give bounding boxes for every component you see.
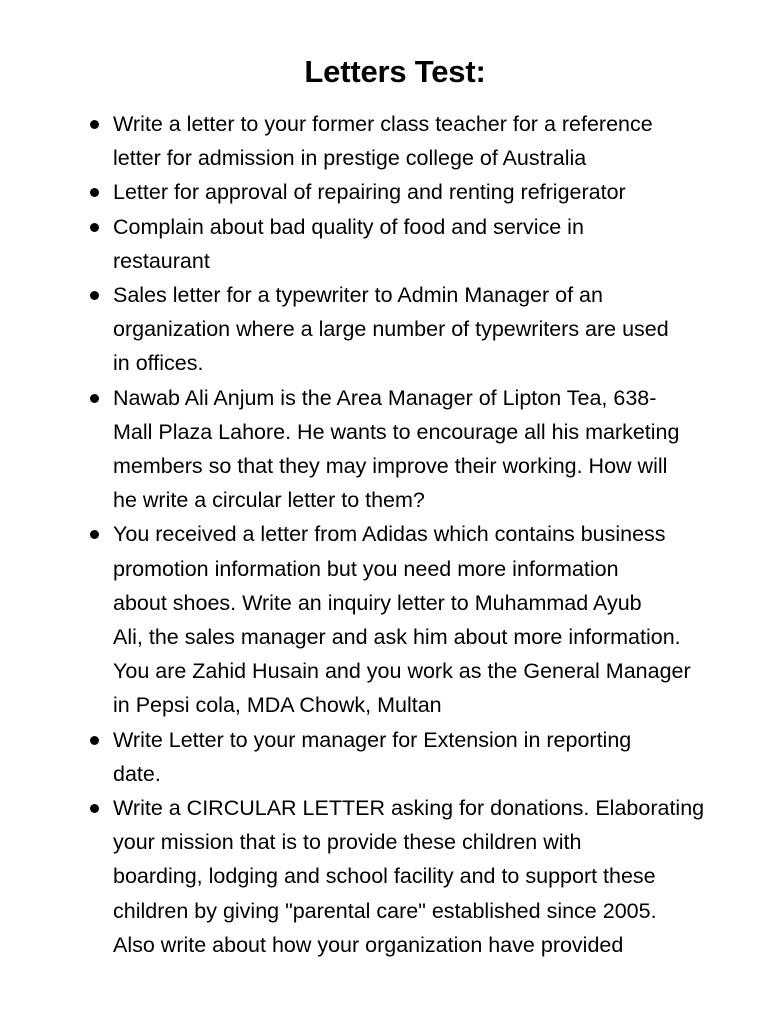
item-text-line: in offices.: [113, 351, 204, 376]
item-text-line: Ali, the sales manager and ask him about more information.: [113, 625, 681, 650]
bullet-icon: [90, 223, 99, 232]
page-title: Letters Test:: [304, 54, 486, 89]
list-item: [0, 517, 725, 722]
bullet-icon: [90, 188, 99, 197]
item-text-line: members so that they may improve their working. How will: [113, 454, 668, 479]
item-text-line: You are Zahid Husain and you work as the General Manager: [113, 659, 691, 684]
item-text-line: he write a circular letter to them?: [113, 488, 425, 513]
list-item: [0, 278, 725, 381]
item-text-line: Write Letter to your manager for Extension in reporting: [113, 727, 632, 752]
item-text-line: Complain about bad quality of food and service in: [113, 214, 584, 239]
item-text-line: date.: [113, 761, 161, 786]
item-text-line: organization where a large number of typewriters are used: [113, 317, 669, 342]
item-text-line: about shoes. Write an inquiry letter to Muhammad Ayub: [113, 590, 642, 615]
list-item: [0, 210, 725, 278]
bullet-icon: [90, 804, 99, 813]
item-text-line: promotion information but you need more information: [113, 556, 619, 581]
item-text-line: children by giving "parental care" established since 2005.: [113, 898, 657, 923]
bullet-icon: [90, 291, 99, 300]
item-text-line: You received a letter from Adidas which contains business: [113, 522, 666, 547]
list-item: [0, 723, 725, 791]
item-text-line: Write a letter to your former class teacher for a reference: [113, 112, 653, 136]
item-text-line: Mall Plaza Lahore. He wants to encourage all his marketing: [113, 419, 680, 444]
item-text-line: Nawab Ali Anjum is the Area Manager of Lipton Tea, 638-: [113, 385, 657, 410]
list-item: [0, 381, 725, 518]
letter-topics-list: [0, 107, 725, 962]
item-text-line: letter for admission in prestige college of Australia: [113, 146, 587, 171]
item-text-line: Also write about how your organization have provided: [113, 932, 624, 957]
list-item: [0, 175, 725, 209]
item-text-line: Letter for approval of repairing and renting refrigerator: [113, 180, 626, 205]
bullet-icon: [90, 120, 99, 129]
bullet-icon: [90, 530, 99, 539]
item-text-line: in Pepsi cola, MDA Chowk, Multan: [113, 693, 442, 718]
bullet-icon: [90, 394, 99, 403]
item-text-line: your mission that is to provide these children with: [113, 830, 582, 855]
item-text-line: boarding, lodging and school facility and to support these: [113, 864, 656, 889]
item-text-line: Sales letter for a typewriter to Admin Manager of an: [113, 283, 603, 308]
item-text-line: Write a CIRCULAR LETTER asking for donations. Elaborating: [113, 796, 705, 821]
list-item: [0, 107, 725, 175]
bullet-icon: [90, 736, 99, 745]
item-text-line: restaurant: [113, 248, 210, 273]
list-item: [0, 791, 725, 962]
